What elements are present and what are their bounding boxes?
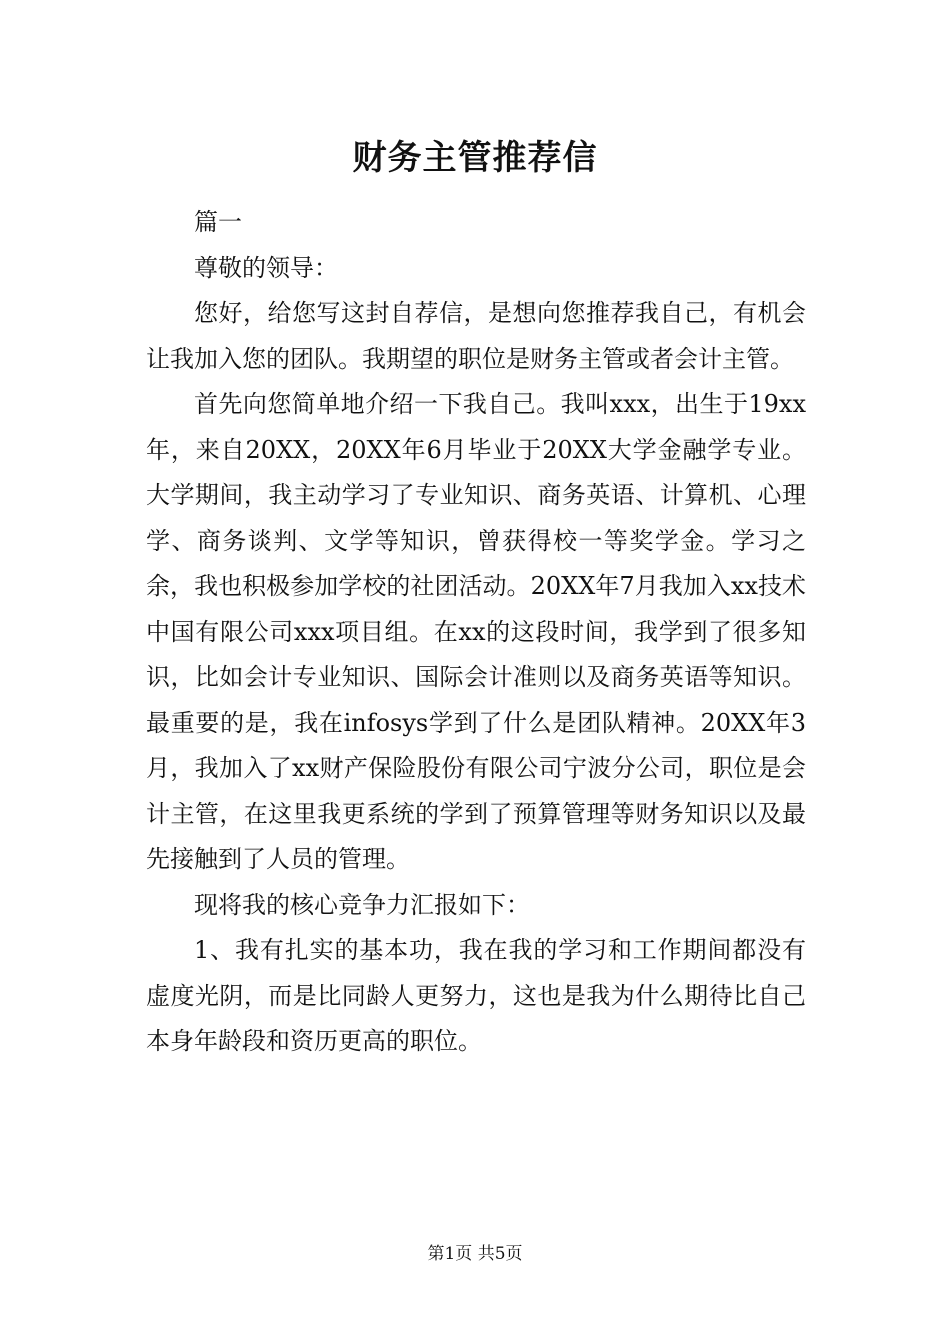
document-title: 财务主管推荐信 bbox=[352, 138, 598, 178]
document-body bbox=[146, 200, 806, 1065]
section-heading: 篇一 bbox=[194, 208, 242, 236]
paragraph-point-1: 1、我有扎实的基本功，我在我的学习和工作期间都没有虚度光阴，而是比同龄人更努力，这也是我为什么期待比自己本身年龄段和资历更高的职位。 bbox=[146, 936, 806, 1055]
page-footer: 第1页 共5页 bbox=[427, 1244, 523, 1264]
salutation: 尊敬的领导： bbox=[194, 253, 338, 282]
paragraph-intro: 您好，给您写这封自荐信，是想向您推荐我自己，有机会让我加入您的团队。我期望的职位是财务主管或者会计主管。 bbox=[146, 299, 806, 373]
paragraph-competency-lead: 现将我的核心竞争力汇报如下： bbox=[194, 890, 530, 919]
paragraph-background: 首先向您简单地介绍一下我自己。我叫xxx，出生于19xx年，来自20XX，20XX年6月毕业于20XX大学金融学专业。大学期间，我主动学习了专业知识、商务英语、计算机、心理学、商务谈判、文学等知识，曾获得校一等奖学金。学习之余，我也积极参加学校的社团活动。20XX年7月我加入xx技术中国有限公司xxx项目组。在xx的这段时间，我学到了很多知识，比如会计专业知识、国际会计准则以及商务英语等知识。最重要的是，我在infosys学到了什么是团队精神。20XX年3月，我加入了xx财产保险股份有限公司宁波分公司，职位是会计主管，在这里我更系统的学到了预算管理等财务知识以及最先接触到了人员的管理。 bbox=[146, 390, 806, 873]
